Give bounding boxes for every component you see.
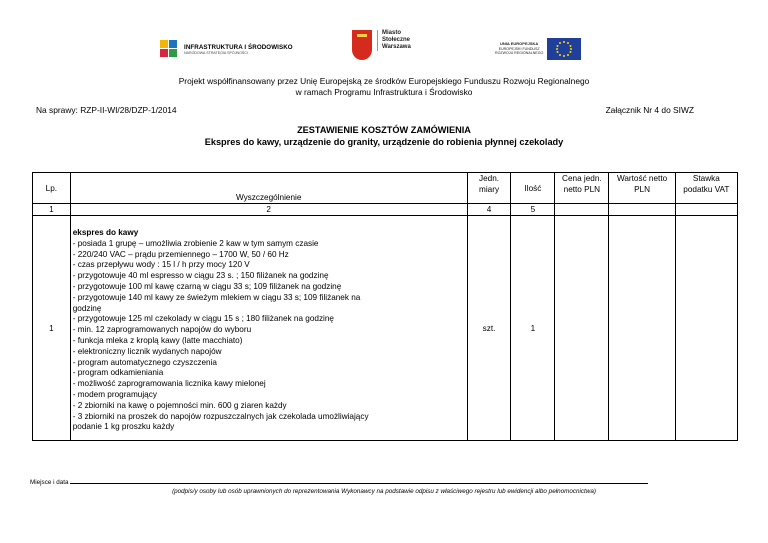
cost-table <box>32 172 738 441</box>
description-line: - elektroniczny licznik wydanych napojów <box>72 346 222 356</box>
infrastruktura-logo <box>160 40 293 58</box>
description-line: godzinę <box>72 303 102 313</box>
eu-flag-icon <box>547 38 581 60</box>
description-line: - program odkamieniania <box>72 368 164 378</box>
num-cena <box>555 204 609 216</box>
header-cena-1: Cena jedn. <box>562 174 602 183</box>
description-line: - przygotowuje 140 ml kawy ze świeżym mlekiem w ciągu 33 s; 109 filiżanek na <box>72 292 361 302</box>
row-cena[interactable] <box>555 216 609 441</box>
signature-caption: (podpis/y osoby lub osób uprawnionych do reprezentowania Wykonawcy na podstawie odpisu z właściwego rejestru lub ewidencji albo pełnomocnictwa) <box>172 488 596 495</box>
row-stawka[interactable] <box>675 216 737 441</box>
description-line: - posiada 1 grupę – umożliwia zrobienie 2 kaw w tym samym czasie <box>72 238 319 248</box>
description-line: - czas przepływu wody : 15 l / h przy mocy 120 V <box>72 260 250 270</box>
num-ilosc: 5 <box>511 204 555 216</box>
infra-title: INFRASTRUKTURA I ŚRODOWISKO <box>184 43 293 51</box>
description-line: - modem programujący <box>72 389 157 399</box>
num-staw <box>675 204 737 216</box>
description-line: - min. 12 zaprogramowanych napojów do wyboru <box>72 325 252 335</box>
header-jm-1: Jedn. <box>479 174 500 183</box>
warszawa-logo <box>352 30 411 60</box>
num-lp: 1 <box>33 204 71 216</box>
num-wart <box>609 204 675 216</box>
num-desc: 2 <box>70 204 467 216</box>
project-line-1: Projekt współfinansowany przez Unię Europejską ze środków Europejskiego Funduszu Rozwoju Regionalnego <box>178 76 590 86</box>
table-number-row <box>33 204 738 216</box>
attachment-number: Załącznik Nr 4 do SIWZ <box>605 105 694 115</box>
city-line-3: Warszawa <box>382 44 411 50</box>
row-description <box>70 216 467 441</box>
description-line: - program automatycznego czyszczenia <box>72 357 217 367</box>
table-header-row <box>33 173 738 204</box>
header-ilosc: Ilość <box>511 173 555 204</box>
description-line: - możliwość zaprogramowania licznika kawy mielonej <box>72 379 266 389</box>
city-line-1: Miasto <box>382 30 402 36</box>
eu-line-2: EUROPEJSKI FUNDUSZ <box>498 46 540 51</box>
header-jm-2: miary <box>479 185 500 194</box>
header-staw-2: podatku VAT <box>683 185 730 194</box>
place-date-label: Miejsce i data <box>30 479 69 486</box>
city-line-2: Stołeczne <box>382 37 411 43</box>
place-date <box>30 478 648 486</box>
eu-line-1: UNIA EUROPEJSKA <box>500 41 539 47</box>
header-wartosc <box>609 173 675 204</box>
description-line: - przygotowuje 100 ml kawę czarną w ciągu 33 s; 109 filiżanek na godzinę <box>72 281 342 291</box>
logos-bar <box>0 28 768 76</box>
item-title: ekspres do kawy <box>72 228 139 237</box>
project-line-2: w ramach Programu Infrastruktura i Środowisko <box>295 86 473 97</box>
header-desc: Wyszczególnienie <box>70 173 467 204</box>
description-line: - 3 zbiorniki na proszek do napojów rozpuszczalnych jak czekolada umożliwiający <box>72 411 369 421</box>
title-line-2: Ekspres do kawy, urządzenie do granity, urządzenie do robienia płynnej czekolady <box>204 136 564 147</box>
header-staw-1: Stawka <box>692 174 720 183</box>
infra-subtitle: NARODOWA STRATEGIA SPÓJNOŚCI <box>184 50 248 55</box>
description-line: - funkcja mleka z kroplą kawy (latte macchiato) <box>72 335 243 345</box>
table-row <box>33 216 738 441</box>
case-number: Na sprawy: RZP-II-WI/28/DZP-1/2014 <box>36 105 177 115</box>
row-wartosc[interactable] <box>609 216 675 441</box>
row-lp: 1 <box>33 216 71 441</box>
header-cena-2: netto PLN <box>563 185 601 194</box>
header-stawka <box>675 173 737 204</box>
eu-line-3: ROZWOJU REGIONALNEGO <box>495 51 544 56</box>
place-date-line[interactable] <box>70 478 648 484</box>
row-jm: szt. <box>467 216 511 441</box>
warszawa-crest-icon <box>352 30 372 60</box>
num-jm: 4 <box>467 204 511 216</box>
header-lp: Lp. <box>33 173 71 204</box>
description-line: podanie 1 kg proszku każdy <box>72 422 175 432</box>
document-title <box>0 125 768 148</box>
row-ilosc: 1 <box>511 216 555 441</box>
header-cena <box>555 173 609 204</box>
description-line: - przygotowuje 40 ml espresso w ciągu 23 s. ; 150 filiżanek na godzinę <box>72 271 329 281</box>
description-line: - 220/240 VAC – prądu przemiennego – 1700 W, 50 / 60 Hz <box>72 249 289 259</box>
description-line: - 2 zbiorniki na kawę o pojemności min. 600 g ziaren każdy <box>72 400 287 410</box>
infrastruktura-mark-icon <box>160 40 180 58</box>
header-jm <box>467 173 511 204</box>
header-wart-1: Wartość netto <box>616 174 668 183</box>
eu-logo <box>495 38 581 60</box>
header-wart-2: PLN <box>634 185 651 194</box>
description-line: - przygotowuje 125 ml czekolady w ciągu 15 s ; 180 filiżanek na godzinę <box>72 314 334 324</box>
project-info <box>0 76 768 97</box>
title-line-1: ZESTAWIENIE KOSZTÓW ZAMÓWIENIA <box>297 125 471 135</box>
